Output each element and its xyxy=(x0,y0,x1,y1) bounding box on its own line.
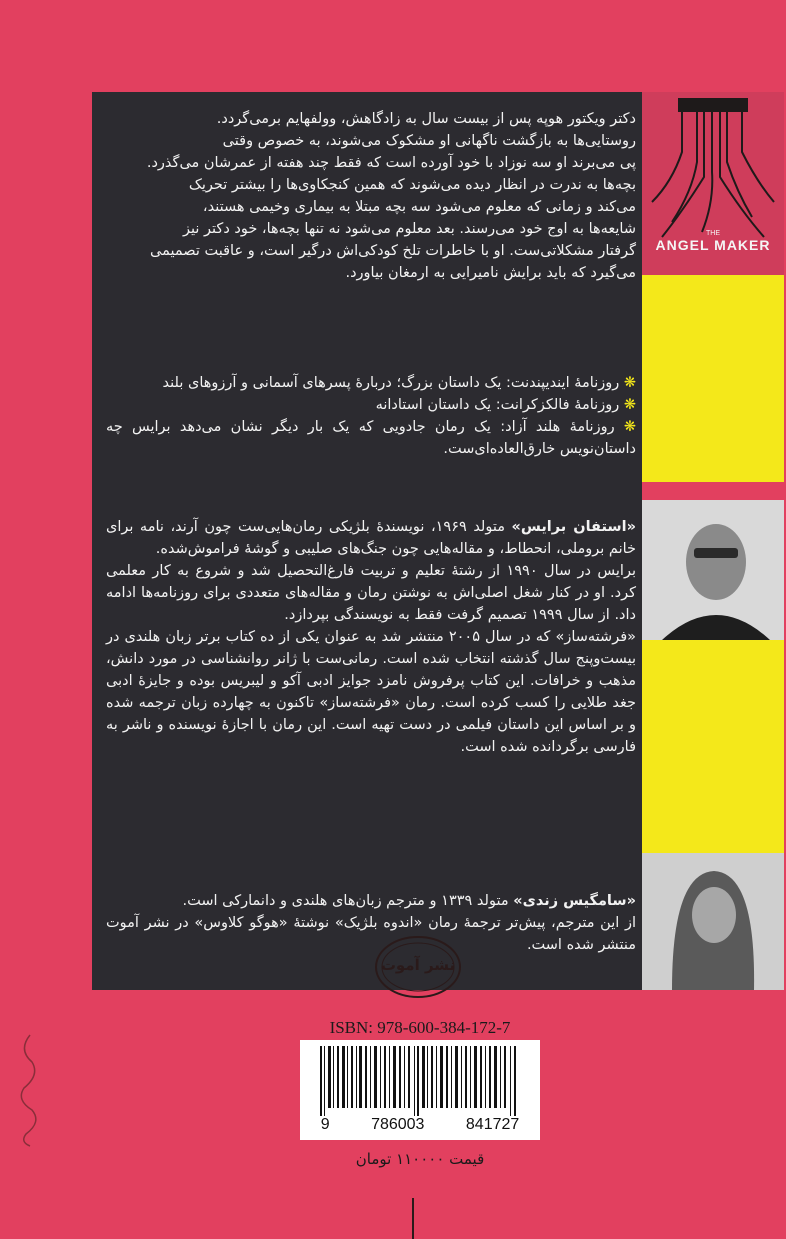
book-cover-thumbnail xyxy=(642,92,784,275)
review-item: ❋ روزنامۀ هلند آزاد: یک رمان جادویی که یک بار دیگر نشان می‌دهد برایس چه داستان‌نویس خارق‌العاده‌ای‌ست. xyxy=(106,416,636,460)
author-bio-paragraph: برایس در سال ۱۹۹۰ از رشتۀ تعلیم و تربیت فارغ‌التحصیل شد و شروع به کار معلمی کرد. او در کنار شغل اصلی‌اش به نوشتن رمان و مقاله‌های متعددی برای روزنامه‌ها ادامه داد. از سال ۱۹۹۹ تصمیم گرفت فقط به نویسندگی بپردازد. xyxy=(106,563,636,623)
synopsis-line: دکتر ویکتور هوپه پس از بیست سال به زادگاهش، وولفهایم برمی‌گردد. xyxy=(216,111,636,127)
synopsis-line: شایعه‌ها به اوج خود می‌رسند. بعد معلوم می‌شود نه تنها بچه‌ها، خود دکتر نیز xyxy=(183,221,636,237)
publisher-logo xyxy=(372,932,464,1002)
review-item: ❋ روزنامۀ ایندیپندنت: یک داستان بزرگ؛ دربارۀ پسرهای آسمانی و آرزوهای بلند xyxy=(106,372,636,394)
price-label: قیمت ۱۱۰۰۰۰ تومان xyxy=(355,1150,485,1168)
barcode-bars xyxy=(300,1046,540,1118)
barcode-digit-group: 841727 xyxy=(465,1116,520,1133)
barcode-digit-group: 9 xyxy=(320,1116,330,1133)
synopsis-line: بچه‌ها به ندرت در انظار دیده می‌شوند که همین کنجکاوی‌ها را بیشتر تحریک xyxy=(188,177,636,193)
cover-title: ANGEL MAKER xyxy=(655,237,771,253)
translator-name: «سامگیس زندی» xyxy=(513,893,636,909)
synopsis-line: می‌گیرد که باید برایش نامیرایی به ارمغان بیاورد. xyxy=(345,265,636,281)
synopsis-line: روستایی‌ها به بازگشت ناگهانی او مشکوک می‌شوند، به خصوص وقتی xyxy=(222,133,636,149)
translator-bio-paragraph: از این مترجم، پیش‌تر ترجمۀ رمان «اندوه بلژیک» نوشتۀ «هوگو کلاوس» در نشر آموت منتشر شده است. xyxy=(106,915,636,953)
translator-portrait xyxy=(642,853,784,990)
author-bio-paragraph: «فرشته‌ساز» که در سال ۲۰۰۵ منتشر شد به عنوان یکی از ده کتاب برتر زبان هلندی در بیست‌وپنج سال گذشته انتخاب شده است. رمانی‌ست با ژانر روانشناسی در مورد دانش، مذهب و خرافات. این کتاب پرفروش نامزد جوایز ادبی آکو و لیبریس بوده و جایزۀ ادبی جغد طلایی را کسب کرده است. رمان «فرشته‌ساز» تاکنون به چهارده زبان ترجمه شده و بر اساس این داستان فیلمی در دست تهیه است. این رمان با اجازۀ نویسنده و ناشر به فارسی برگردانده شده است. xyxy=(106,629,636,755)
barcode-digits xyxy=(300,1116,540,1134)
synopsis-line: می‌کند و زمانی که معلوم می‌شود سه بچه مبتلا به بیماری وخیمی هستند، xyxy=(202,199,636,215)
barcode-digit-group: 786003 xyxy=(371,1116,425,1133)
review-item: ❋ روزنامۀ فالکزکرانت: یک داستان استادانه xyxy=(106,394,636,416)
author-name: «استفان برایس» xyxy=(511,519,636,535)
synopsis-line: پی می‌برند او سه نوزاد با خود آورده است که فقط چند هفته از عمرشان می‌گذرد. xyxy=(146,155,636,171)
translator-bio-intro-text: متولد ۱۳۳۹ و مترجم زبان‌های هلندی و دانمارکی است. xyxy=(182,893,514,909)
author-bio-intro xyxy=(106,516,636,560)
author-bio-intro-text: متولد ۱۹۶۹، نویسندۀ بلژیکی رمان‌هایی‌ست چون آرند، نامه برای خانم بروملی، انحطاط، و مقاله‌هایی چون جنگ‌های صلیبی و گوشۀ فراموش‌شده. xyxy=(106,519,636,557)
translator-bio xyxy=(106,890,636,956)
handwriting-mark xyxy=(10,1030,50,1150)
isbn-label: ISBN: 978-600-384-172-7 xyxy=(329,1018,511,1037)
translator-bio-intro xyxy=(106,890,636,912)
author-bio xyxy=(106,516,636,758)
synopsis xyxy=(106,108,636,284)
author-portrait xyxy=(642,500,784,640)
cover-title-small: THE xyxy=(706,230,720,237)
cut-mark xyxy=(412,1198,414,1239)
reviews xyxy=(106,372,636,460)
strip-divider xyxy=(642,482,784,500)
publisher-logo-text: نشر آموت xyxy=(380,956,456,974)
translator-photo xyxy=(642,853,784,990)
synopsis-line: گرفتار مشکلاتی‌ست. او با خاطرات تلخ کودکی‌اش درگیر است، و عاقبت تصمیمی xyxy=(150,243,636,259)
author-photo xyxy=(642,500,784,640)
